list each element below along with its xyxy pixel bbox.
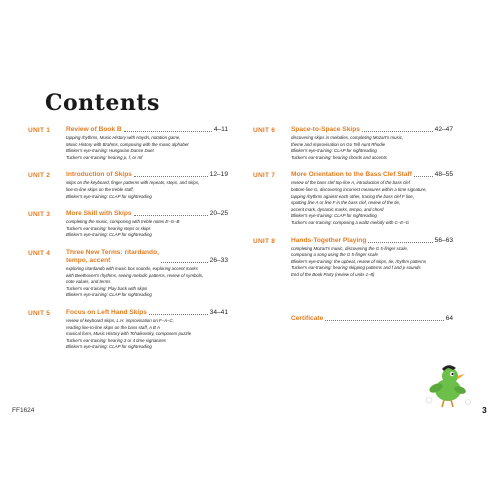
unit-heading [66,126,228,134]
unit-page-range: 34–41 [209,308,228,316]
unit-description-line: Tucker's ear-training: hearing chords and accents [291,154,387,160]
unit-heading-text: More Skill with Skips [66,210,132,218]
certificate-label: Certificate [291,315,324,322]
unit-page-range: 42–47 [434,126,453,133]
unit-heading [291,171,453,179]
unit-label: UNIT 1 [28,127,51,134]
unit-page-range: 12–19 [209,171,228,179]
unit-description-line: Blinker's eye-training: Hungarian Dance Duet [66,148,154,154]
unit-label: UNIT 6 [253,127,276,134]
unit-heading [66,309,228,317]
unit-description-line: Tucker's ear-training: hearing skipping patterns and f and p sounds [291,265,421,271]
certificate-entry[interactable] [291,315,453,323]
unit-description-line: completing the music, composing with treble notes E–G–B [66,219,180,225]
unit-heading-text: Review of Book B [66,126,122,133]
unit-description-line: End of the Book Party (review of units 1–8) [291,271,375,277]
unit-description-line: Blinker's eye-training: CLAP for sightreading [66,232,152,238]
unit-body [66,171,228,200]
unit-description-line: Blinker's eye-training: the upbeat, review of skips, tie, rhythm patterns [291,258,427,264]
dot-leader [134,176,208,177]
contents-right-column [253,126,453,289]
unit-description-line: completing Mozart's music, discovering the G 5-finger scale, [291,245,408,251]
unit-description-line: Blinker's eye-training: CLAP for sightreading [291,148,377,154]
unit-description-line: line-to-line skips on the treble staff, [66,186,134,192]
unit-heading [291,126,453,134]
unit-description-line: tapping rhythms against each other, tracing the bass clef F line, [291,193,414,199]
unit-description-line: Blinker's eye-training: CLAP for sightreading [291,213,377,219]
unit-description-line: with Beethoven's rhythms, seeing melodic patterns, review of symbols, [66,272,204,278]
unit-page-range: 4–11 [213,126,228,133]
unit-description-line: composing a song using the G 5-finger scale [291,252,378,258]
unit-description-line: Blinker's eye-training: CLAP for sightreading [66,344,152,350]
unit-description [291,135,453,161]
unit-description-line: exploring ritardando with music box sounds, exploring accent marks [66,265,198,271]
unit-description-line: tapping rhythms, Music History with Haydn, notation game, [66,135,181,140]
unit-page-range: 20–25 [209,210,228,218]
unit-entry[interactable] [28,126,228,161]
unit-description-line: bottom-line G, discovering incorrect measures within a time signature, [291,186,427,192]
unit-body [66,210,228,239]
unit-description-line: Tucker's ear-training: composing a waltz melody with C–E–G [291,219,410,225]
unit-description-line: review of keyboard skips, L.H. improvisation on F–A–C, [66,317,174,323]
dot-leader [362,131,433,132]
unit-label: UNIT 8 [253,237,276,245]
dot-leader [325,320,443,321]
unit-description-line: discovering skips in melodies, completing Mozart's music, [291,135,404,140]
unit-entry[interactable] [28,171,228,200]
dot-leader [149,314,208,315]
unit-body [66,309,228,351]
unit-description-line: reading line-to-line skips on the bass staff, A B A [66,324,160,330]
unit-description-line: skips on the keyboard, finger patterns with repeats, steps, and skips, [66,180,200,186]
dot-leader [414,176,433,177]
unit-heading [291,237,453,245]
unit-description-line: accent mark, dynamic marks, tempo, and chord [291,206,384,212]
unit-heading-text: Focus on Left Hand Skips [66,308,147,316]
unit-description-line: Tucker's ear-training: hearing 3 or 4 time signatures [66,337,166,343]
unit-label: UNIT 4 [28,249,51,257]
unit-entry[interactable] [28,249,228,299]
unit-body [291,126,453,161]
unit-label: UNIT 3 [28,211,51,219]
unit-description [66,135,228,161]
unit-entry[interactable] [28,210,228,239]
unit-page-range: 56–63 [434,236,453,244]
unit-body [66,249,228,299]
unit-description-line: musical form, Music History with Tchaikovsky, composers puzzle [66,331,192,337]
unit-heading-text: Space-to-Space Skips [291,126,360,133]
unit-label: UNIT 7 [253,172,276,180]
contents-left-column [28,126,228,361]
unit-heading [66,249,228,265]
unit-description-line: spotting line A or line F in the bass clef, review of the tie, [291,200,401,206]
page-title: Contents [45,90,160,116]
unit-heading [66,171,228,179]
unit-entry[interactable] [28,309,228,351]
unit-heading-text: Three New Terms: ritardando, tempo, accent [66,248,159,264]
unit-heading [66,210,228,218]
unit-label: UNIT 2 [28,172,51,180]
unit-page-range: 26–33 [209,256,228,264]
page-number: 3 [482,405,487,415]
unit-page-range: 48–55 [434,171,453,179]
unit-entry[interactable] [253,126,453,161]
unit-label: UNIT 5 [28,309,51,317]
unit-heading-text: Hands-Together Playing [291,236,367,244]
bird-mascot-icon [420,360,476,410]
unit-body [291,171,453,226]
unit-description [66,180,228,200]
unit-description [291,246,453,279]
unit-description-line: Tucker's ear-training: hearing p, f, or mf [66,154,143,160]
unit-description-line: Blinker's eye-training: CLAP for sightreading [66,292,152,298]
unit-description-line: Tucker's ear-training: hearing steps or skips [66,225,151,231]
unit-description-line: Tucker's ear-training: Play back with skips [66,285,148,291]
footer-code: FF1624 [12,407,35,414]
unit-heading-text: Introduction of Skips [66,171,132,179]
unit-description-line: Music History with Brahms, composing with the music alphabet [66,141,189,147]
unit-description-line: theme and improvisation on Go Tell Aunt Rhodie [291,141,386,147]
dot-leader [161,262,208,263]
unit-entry[interactable] [253,171,453,226]
unit-description [291,180,453,226]
unit-entry[interactable] [253,237,453,279]
unit-heading-text: More Orientation to the Bass Clef Staff [291,171,412,179]
unit-body [66,126,228,161]
unit-description [66,266,228,299]
unit-description-line: review of the bass clef top-line A, introduction of the bass clef [291,180,410,186]
dot-leader [134,215,208,216]
unit-description-line: note values, and terms [66,279,111,285]
dot-leader [368,242,432,243]
certificate-page: 64 [445,315,453,322]
unit-description-line: Blinker's eye-training: CLAP for sightreading [66,193,152,199]
unit-body [291,237,453,279]
dot-leader [124,131,212,132]
unit-description [66,219,228,239]
unit-description [66,318,228,351]
